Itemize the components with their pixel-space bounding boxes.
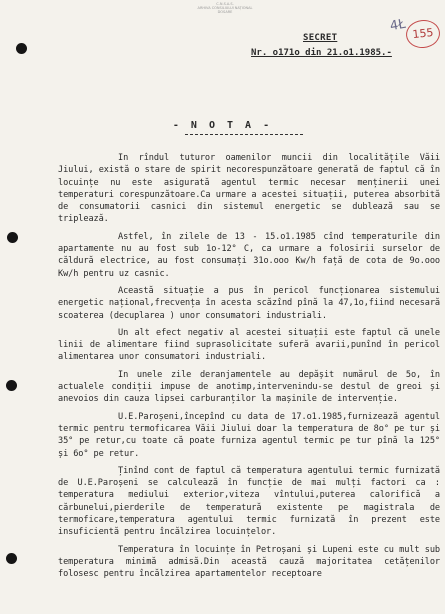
- punch-hole: [6, 380, 17, 391]
- archive-stamp-line: DOSARE: [217, 10, 233, 14]
- document-title: - N O T A -: [172, 120, 273, 131]
- title-underline: [185, 134, 303, 135]
- paragraph: In unele zile deranjamentele au depășit numărul de 5o, în actualele condiții impuse de anotimp,intervenindu-se destul de greoi și anevoios din cauza lipsei carburanților la mașinile de intervenție.: [58, 369, 440, 405]
- paragraph: Astfel, în zilele de 13 - 15.o1.1985 cînd temperaturile din apartamente nu au fost sub 1o-12° C, ca urmare a folosirii surselor de căldură electrice, au fost consumați 31o.ooo Kw/h față de cota de 9o.ooo Kw/h pentru uz casnic.: [58, 231, 440, 279]
- document-body: [58, 152, 440, 585]
- archive-stamp: [175, 2, 275, 14]
- punch-hole: [6, 553, 17, 564]
- archive-stamp-line: C.N.S.A.S.: [216, 2, 234, 6]
- paragraph: Temperatura în locuințe în Petroșani și Lupeni este cu mult sub temperatura minimă admisă.Din această cauză majoritatea cetățenilor folosesc pentru încălzirea apartamentelor receptoare: [58, 544, 440, 580]
- paragraph: In rîndul tuturor oamenilor muncii din localitățile Văii Jiului, există o stare de spirit necorespunzătoare generată de faptul că în locuințe nu este asigurată agentul termic necesar menținerii unei temperaturi corespunzătoare.Ca urmare a acestei situații, puterea absorbită de consumatorii casnici din sistemul energetic se dublează sau se triplează.: [58, 153, 440, 225]
- punch-hole: [16, 43, 27, 54]
- paragraph: Această situație a pus în pericol funcționarea sistemului energetic național,frecvența în acesta scăzînd pînă la 47,1o,fiind necesară scoaterea (decuplarea ) unor consumatori industriali.: [58, 285, 440, 321]
- handwritten-mark: 4Ł: [388, 16, 407, 35]
- punch-hole: [7, 232, 18, 243]
- archive-stamp-line: ARHIVA CONSILIULUI NAȚIONAL: [197, 6, 253, 10]
- classification-label: SECRET: [303, 33, 338, 43]
- page-number-stamp: 155: [405, 18, 442, 49]
- paragraph: U.E.Paroșeni,începînd cu data de 17.o1.1985,furnizează agentul termic pentru termoficarea Văii Jiului doar la temperatura de 8o° pe tur și 35° pe retur,cu toate că poate furniza agentul termic pe tur pînă la 125° și 6o° pe retur.: [58, 411, 440, 459]
- paragraph: Ținînd cont de faptul că temperatura agentului termic furnizată de U.E.Paroșeni se calculează în funcție de mai mulți factori ca : temperatura mediului exterior,viteza vîntului,puterea calorifică a cărbunelui,pierderile de temperatură existente pe magistrala de termoficare,temperatura agentului termic furnizată în prezent este insuficientă pentru încălzirea locuințelor.: [58, 465, 440, 538]
- document-number: Nr. o171o din 21.o1.1985.-: [251, 48, 392, 58]
- paragraph: Un alt efect negativ al acestei situații este faptul că unele linii de alimentare fiind suprasolicitate suferă avarii,punînd în pericol alimentarea unor consumatori industriali.: [58, 327, 440, 363]
